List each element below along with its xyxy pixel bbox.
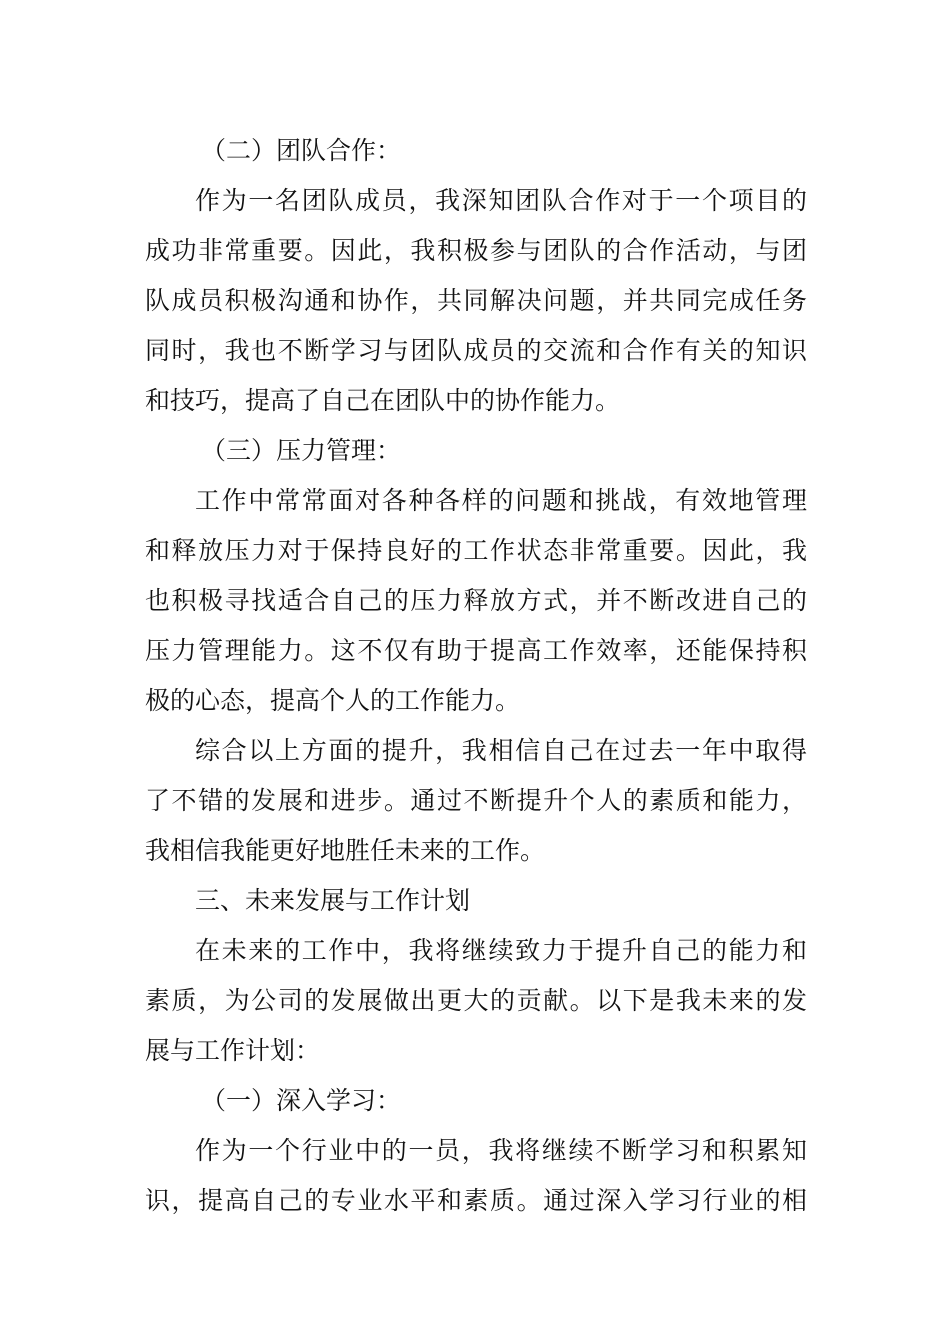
paragraph-line: 我相信我能更好地胜任未来的工作。 [145,836,546,865]
document-body [145,126,807,1226]
paragraph-line: 综合以上方面的提升，我相信自己在过去一年中取得 [195,736,807,765]
paragraph-line: 成功非常重要。因此，我积极参与团队的合作活动，与团 [145,236,807,265]
paragraph-line: 展与工作计划： [145,1036,321,1065]
paragraph-line: 也积极寻找适合自己的压力释放方式，并不断改进自己的 [145,586,807,615]
paragraph-line: 了不错的发展和进步。通过不断提升个人的素质和能力， [145,786,807,815]
paragraph-line: 在未来的工作中，我将继续致力于提升自己的能力和 [195,936,807,965]
subheading-pressure-management: （三）压力管理： [201,436,402,465]
paragraph-line: 同时，我也不断学习与团队成员的交流和合作有关的知识 [145,336,807,365]
subheading-deep-learning: （一）深入学习： [201,1086,402,1115]
subheading-teamwork: （二）团队合作： [201,136,402,165]
paragraph-line: 压力管理能力。这不仅有助于提高工作效率，还能保持积 [145,636,807,665]
paragraph-line: 工作中常常面对各种各样的问题和挑战，有效地管理 [195,486,807,515]
paragraph-line: 素质，为公司的发展做出更大的贡献。以下是我未来的发 [145,986,807,1015]
paragraph-line: 和技巧，提高了自己在团队中的协作能力。 [145,386,621,415]
paragraph-line: 作为一个行业中的一员，我将继续不断学习和积累知 [195,1136,807,1165]
paragraph-line: 作为一名团队成员，我深知团队合作对于一个项目的 [195,186,807,215]
paragraph-line: 识，提高自己的专业水平和素质。通过深入学习行业的相 [145,1186,807,1215]
paragraph-line: 队成员积极沟通和协作，共同解决问题，并共同完成任务 [145,286,807,315]
paragraph-line: 和释放压力对于保持良好的工作状态非常重要。因此，我 [145,536,807,565]
paragraph-line: 极的心态，提高个人的工作能力。 [145,686,521,715]
section-heading-future-plan: 三、未来发展与工作计划 [195,886,471,915]
